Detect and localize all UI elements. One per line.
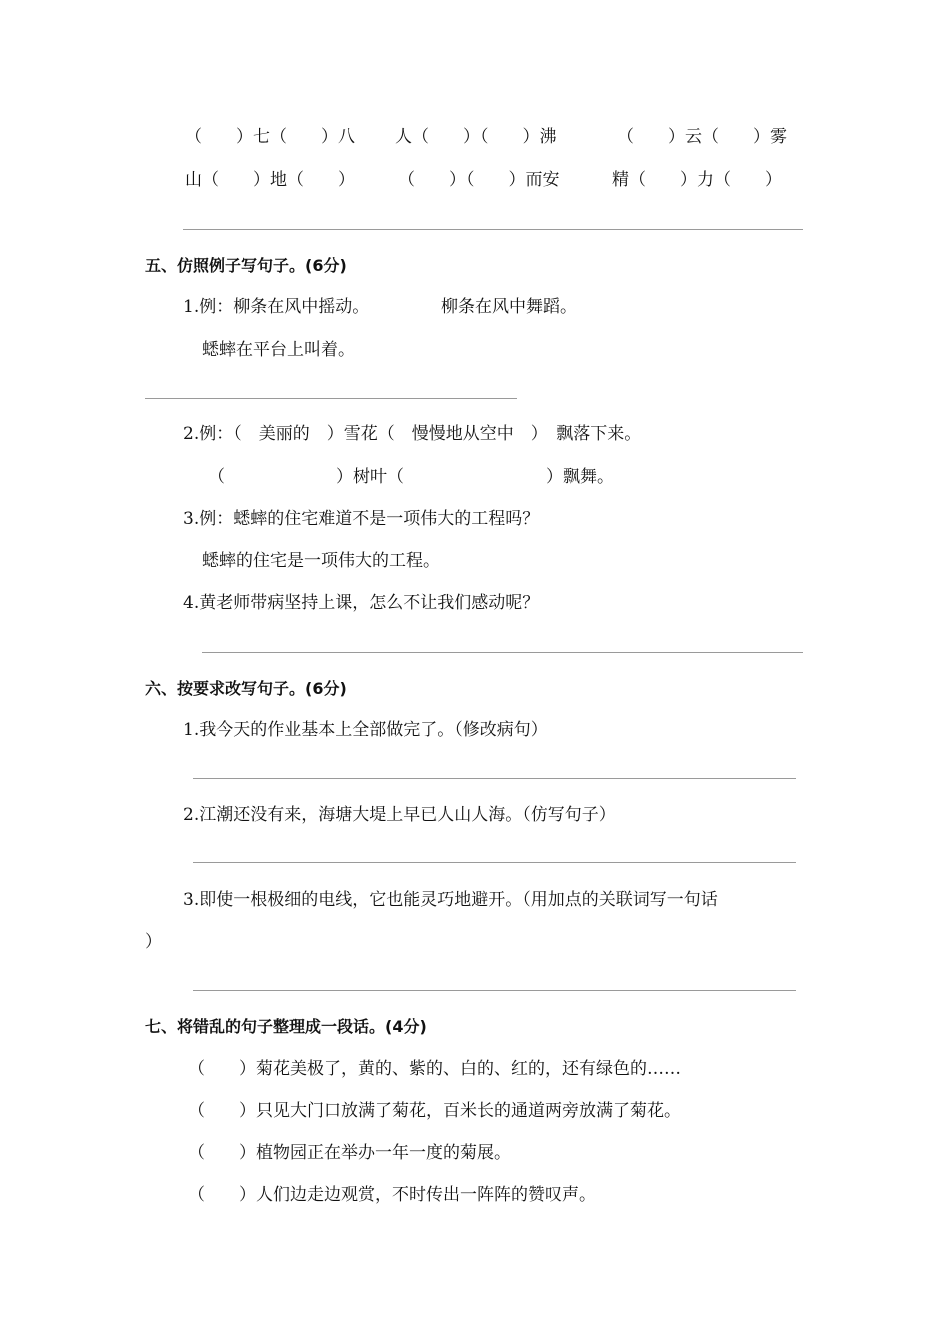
s6-q2: 2.江潮还没有来，海塘大堤上早已人山人海。（仿写句子） [183, 805, 616, 825]
s6-q3-answer-line[interactable] [193, 990, 796, 991]
s7-item: （ ）只见大门口放满了菊花，百米长的通道两旁放满了菊花。 [188, 1101, 681, 1121]
s6-q3-line2: ） [145, 932, 162, 952]
s6-q1: 1.我今天的作业基本上全部做完了。（修改病句） [183, 720, 548, 740]
answer-line[interactable] [183, 229, 803, 230]
section5-title: 五、仿照例子写句子。(6分) [145, 256, 347, 275]
idiom-row2-a: 山（ ）地（ ） [185, 170, 355, 190]
s7-item: （ ）人们边走边观赏，不时传出一阵阵的赞叹声。 [188, 1185, 596, 1205]
s7-item: （ ）菊花美极了，黄的、紫的、白的、红的，还有绿色的…… [188, 1059, 681, 1079]
s5-q4-answer-line[interactable] [202, 652, 803, 653]
s5-q1-example-b: 柳条在风中舞蹈。 [441, 297, 577, 317]
s5-q3-answer: 蟋蟀的住宅是一项伟大的工程。 [202, 551, 440, 571]
s6-q1-answer-line[interactable] [193, 778, 796, 779]
s5-q1-answer-line[interactable] [145, 398, 517, 399]
section6-title: 六、按要求改写句子。(6分) [145, 679, 347, 698]
idiom-row2-c: 精（ ）力（ ） [612, 170, 782, 190]
s5-q2-example: 2.例：（ 美丽的 ）雪花（ 慢慢地从空中 ） 飘落下来。 [183, 424, 642, 444]
s5-q2-word-b: ）飘舞。 [546, 467, 614, 487]
idiom-row2-b: （ ）（ ）而安 [398, 170, 560, 190]
s7-item: （ ）植物园正在举办一年一度的菊展。 [188, 1143, 511, 1163]
s5-q4-prompt: 4.黄老师带病坚持上课，怎么不让我们感动呢？ [183, 593, 540, 613]
s6-q3-line1: 3.即使一根极细的电线，它也能灵巧地避开。（用加点的关联词写一句话 [183, 890, 718, 910]
s5-q3-example: 3.例：蟋蟀的住宅难道不是一项伟大的工程吗？ [183, 509, 540, 529]
idiom-row1-a: （ ）七（ ）八 [185, 127, 355, 147]
s5-q2-blank-a[interactable]: （ [208, 467, 225, 487]
idiom-row1-b: 人（ ）（ ）沸 [395, 127, 557, 147]
s5-q2-word-a[interactable]: ）树叶（ [336, 467, 404, 487]
s5-q1-prompt: 蟋蟀在平台上叫着。 [202, 340, 355, 360]
idiom-row1-c: （ ）云（ ）雾 [617, 127, 787, 147]
s6-q2-answer-line[interactable] [193, 862, 796, 863]
s5-q1-example-a: 1.例：柳条在风中摇动。 [183, 297, 370, 317]
section7-title: 七、将错乱的句子整理成一段话。(4分) [145, 1017, 427, 1036]
